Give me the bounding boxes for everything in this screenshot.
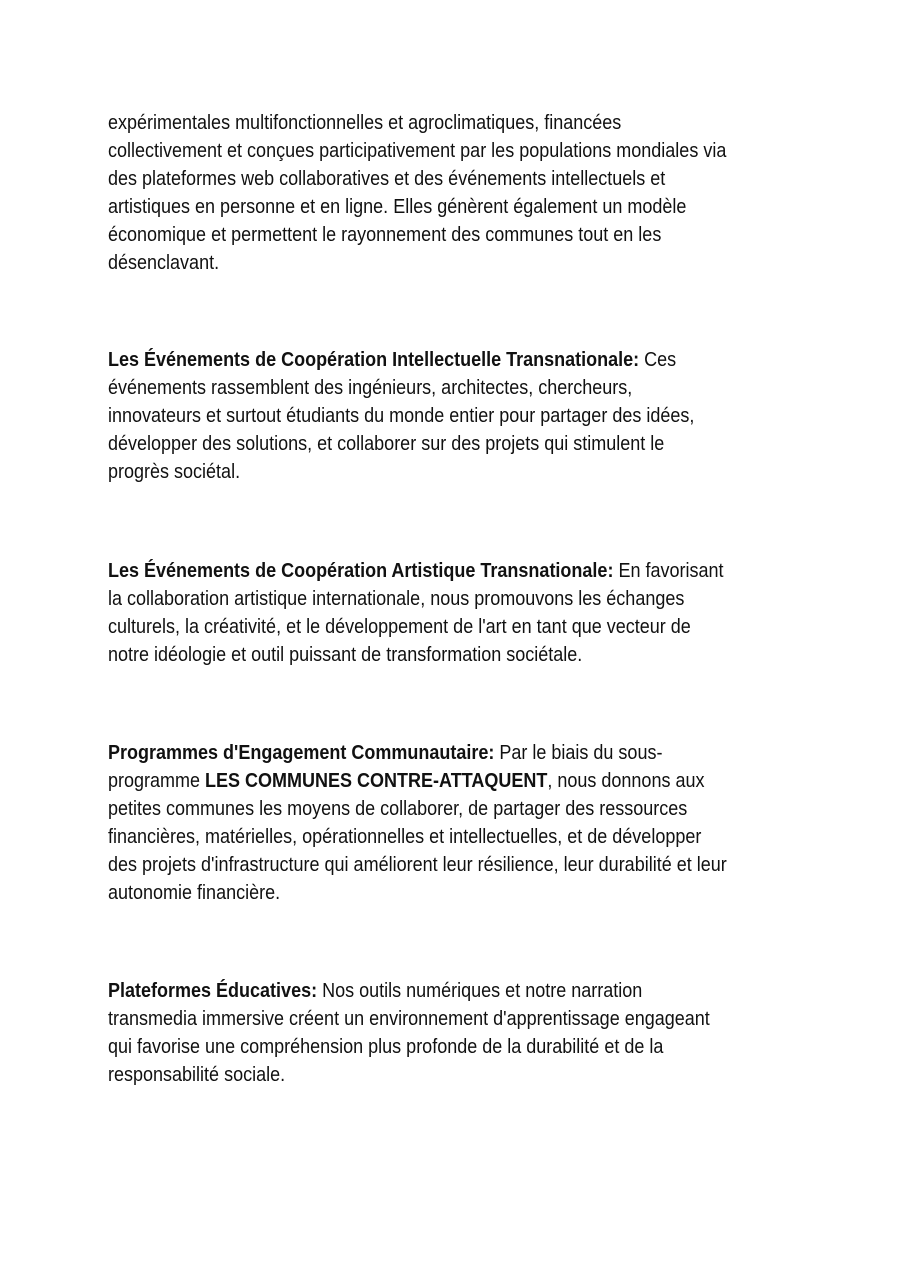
text-line [108,767,738,795]
text-line: autonomie financière. [108,882,281,904]
artistic-events-heading: Les Événements de Coopération Artistique Transnationale: [108,560,614,582]
text-line: petites communes les moyens de collaborer, de partager des ressources [108,798,688,820]
text-line: développer des solutions, et collaborer sur des projets qui stimulent le [108,433,665,455]
text-run: Ces [639,349,677,371]
text-run: programme [108,770,206,792]
artistic-events-paragraph [108,557,738,669]
subprogram-name: LES COMMUNES CONTRE-ATTAQUENT [205,770,548,792]
education-platforms-paragraph [108,977,738,1089]
text-line: des plateformes web collaboratives et des événements intellectuels et [108,168,666,190]
text-line: financières, matérielles, opérationnelles et intellectuelles, et de développer [108,826,702,848]
education-platforms-heading: Plateformes Éducatives: [108,980,318,1002]
text-line: notre idéologie et outil puissant de transformation sociétale. [108,644,583,666]
text-line: expérimentales multifonctionnelles et agroclimatiques, financées [108,112,622,134]
text-line: transmedia immersive créent un environnement d'apprentissage engageant [108,1008,710,1030]
text-line: économique et permettent le rayonnement des communes tout en les [108,224,662,246]
text-line: progrès sociétal. [108,461,241,483]
text-line: événements rassemblent des ingénieurs, architectes, chercheurs, [108,377,633,399]
text-line [108,557,738,585]
community-programs-paragraph [108,739,738,907]
intro-continuation-paragraph [108,109,738,277]
community-programs-heading: Programmes d'Engagement Communautaire: [108,742,495,764]
text-run: Nos outils numériques et notre narration [317,980,643,1002]
text-line [108,977,738,1005]
text-line: des projets d'infrastructure qui améliorent leur résilience, leur durabilité et leur [108,854,727,876]
text-line [108,739,738,767]
text-run: En favorisant [613,560,724,582]
text-run: , nous donnons aux [547,770,705,792]
text-line: culturels, la créativité, et le développement de l'art en tant que vecteur de [108,616,691,638]
text-line: artistiques en personne et en ligne. Elles génèrent également un modèle [108,196,687,218]
text-line: qui favorise une compréhension plus profonde de la durabilité et de la [108,1036,664,1058]
text-line: innovateurs et surtout étudiants du monde entier pour partager des idées, [108,405,695,427]
intellectual-events-heading: Les Événements de Coopération Intellectuelle Transnationale: [108,349,640,371]
text-run: Par le biais du sous- [494,742,663,764]
intellectual-events-paragraph [108,346,738,486]
text-line: désenclavant. [108,252,220,274]
text-line: collectivement et conçues participativement par les populations mondiales via [108,140,727,162]
text-line: responsabilité sociale. [108,1064,286,1086]
text-line: la collaboration artistique internationale, nous promouvons les échanges [108,588,685,610]
text-line [108,346,738,374]
